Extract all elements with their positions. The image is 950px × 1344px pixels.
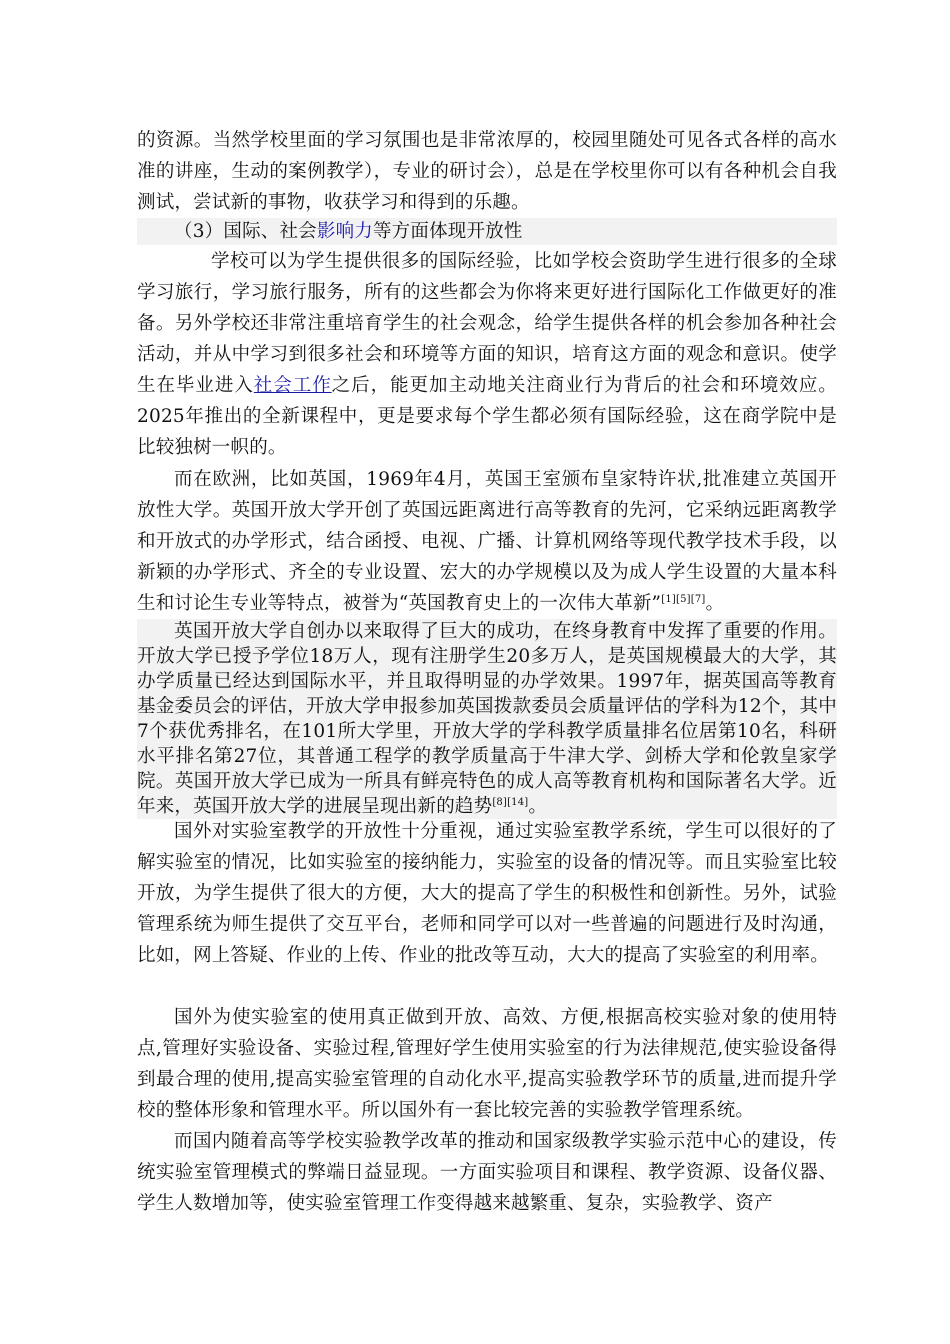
paragraph-lab-openness: 国外对实验室教学的开放性十分重视，通过实验室教学系统，学生可以很好的了解实验室的情况，比如实验室的接纳能力，实验室的设备的情况等。而且实验室比较开放，为学生提供了很大的方便，大大的提高了学生的积极性和创新性。另外，试验管理系统为师生提供了交互平台，老师和同学可以对一些普遍的问题进行及时沟通，比如，网上答疑、作业的上传、作业的批改等互动，大大的提高了实验室的利用率。 — [137, 821, 837, 966]
paragraph-end: 。 — [528, 796, 548, 817]
paragraph-end: 。 — [705, 593, 725, 614]
paragraph-lab-management: 国外为使实验室的使用真正做到开放、高效、方便,根据高校实验对象的使用特点,管理好实验设备、实验过程,管理好学生使用实验室的行为法律规范,使实验设备得到最合理的使用,提高实验室管理的自动化水平,提高实验教学环节的质量,进而提升学校的整体形象和管理水平。所以国外有一套比较完善的实验教学管理系统。 — [137, 1007, 837, 1121]
heading-text-pre: （3）国际、社会 — [174, 221, 317, 242]
paragraph-domestic-reform: 而国内随着高等学校实验教学改革的推动和国家级教学实验示范中心的建设，传统实验室管理模式的弊端日益显现。一方面实验项目和课程、教学资源、设备仪器、学生人数增加等，使实验室管理工作变得越来越繁重、复杂，实验教学、资产 — [137, 1131, 837, 1214]
paragraph-open-university-founding — [137, 464, 837, 619]
paragraph-open-university-success — [137, 619, 837, 819]
paragraph-resources: 的资源。当然学校里面的学习氛围也是非常浓厚的，校园里随处可见各式各样的高水准的讲座，生动的案例教学），专业的研讨会），总是在学校里你可以有各种机会自我测试，尝试新的事物，收获学习和得到的乐趣。 — [137, 130, 837, 213]
link-social-work[interactable]: 社会工作 — [253, 375, 332, 396]
citation: [1][5][7] — [661, 593, 706, 605]
paragraph-text-post: 之后，能更加主动地关注商业行为背后的社会和环境效应。2025年推出的全新课程中，更是要求每个学生都必须有国际经验，这在商学院中是比较独树一帜的。 — [137, 375, 838, 458]
citation: [8][14] — [492, 796, 529, 808]
paragraph-international-experience — [137, 246, 837, 463]
heading-text-post: 等方面体现开放性 — [372, 221, 523, 242]
heading-link-influence[interactable]: 影响力 — [316, 221, 373, 242]
paragraph-text-pre: 学校可以为学生提供很多的国际经验，比如学校会资助学生进行很多的全球学习旅行，学习旅行服务，所有的这些都会为你将来更好进行国际化工作做更好的准备。另外学校还非常注重培育学生的社会观念，给学生提供各样的机会参加各种社会活动，并从中学习到很多社会和环境等方面的知识，培育这方面的观念和意识。使学生在毕业进入 — [137, 251, 837, 396]
section-heading — [137, 218, 837, 245]
paragraph-text: 而在欧洲，比如英国，1969年4月，英国王室颁布皇家特许状,批准建立英国开放性大学。英国开放大学开创了英国远距离进行高等教育的先河，它采纳远距离教学和开放式的办学形式，结合函授、电视、广播、计算机网络等现代教学技术手段，以新颖的办学形式、齐全的专业设置、宏大的办学规模以及为成人学生设置的大量本科生和讨论生专业等特点，被誉为“英国教育史上的一次伟大革新” — [137, 469, 837, 614]
paragraph-text: 英国开放大学自创办以来取得了巨大的成功，在终身教育中发挥了重要的作用。开放大学已授予学位18万人，现有注册学生20多万人，是英国规模最大的大学，其办学质量已经达到国际水平，并且取得明显的办学效果。1997年，据英国高等教育基金委员会的评估，开放大学申报参加英国拨款委员会质量评估的学科为12个，其中7个获优秀排名，在101所大学里，开放大学的学科教学质量排名位居第10名，科研水平排名第27位，其普通工程学的教学质量高于牛津大学、剑桥大学和伦敦皇家学院。英国开放大学已成为一所具有鲜亮特色的成人高等教育机构和国际著名大学。近年来，英国开放大学的进展呈现出新的趋势 — [137, 621, 837, 817]
